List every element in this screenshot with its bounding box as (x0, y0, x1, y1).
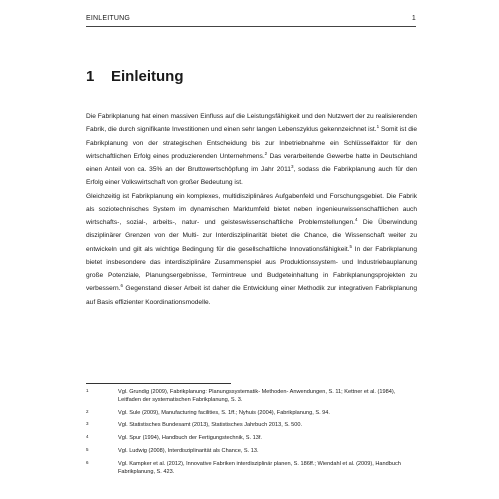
footnote-item (86, 435, 416, 443)
sentence: Gegenstand dieser Arbeit ist daher die Entwicklung einer Methodik zur integrativen Fabrikplanung auf Basis effizienter Koordinationsmodelle. (86, 285, 417, 306)
paragraph (86, 190, 417, 309)
footnote-mark: 1 (86, 388, 89, 393)
footnote-ref[interactable]: 1 (376, 124, 380, 130)
footnote-mark: 3 (86, 421, 89, 427)
chapter-heading (86, 68, 184, 85)
footnote-separator (86, 383, 231, 384)
footnote-item (86, 410, 416, 418)
footnote-ref[interactable]: 5 (349, 243, 353, 249)
body-text (86, 110, 417, 309)
footnote-text: Vgl. Grundig (2009), Fabrikplanung: Planungssystematik- Methoden- Anwendungen, S. 11; Kettner et al. (1984), Leitfaden der systematischen Fabrikplanung, S. 3. (118, 389, 396, 403)
footnote-text: Vgl. Ludwig (2008), Interdisziplinarität als Chance, S. 13. (118, 447, 259, 454)
chapter-title: Einleitung (111, 68, 184, 85)
footnote-text: Vgl. Sule (2009), Manufacturing facilities, S. 1ff.; Nyhuis (2004), Fabrikplanung, S. 94. (118, 409, 330, 416)
sentence: , sodass die Fabrikplanung auch für den Erfolg einer Volkswirtschaft von großer Bedeutung ist. (86, 166, 418, 187)
running-header (86, 14, 416, 27)
footnote-item (86, 461, 416, 477)
footnote-text: Vgl. Kampker et al. (2012), Innovative Fabriken interdisziplinär planen, S. 186ff.; Wiendahl et al. (2009), Handbuch Fabrikplanung, S. 423. (118, 460, 401, 475)
header-section-title: EINLEITUNG (86, 15, 131, 22)
footnote-text: Vgl. Spur (1994), Handbuch der Fertigungstechnik, S. 13f. (118, 435, 262, 442)
footnote-mark: 2 (86, 408, 89, 414)
sentence: Die Überwindung disziplinärer Grenzen von der Multi- zur Interdisziplinarität bietet die Chance, die Wissenschaft weiter zu entwickeln und gilt als wichtige Bedingung für die gesellschaftliche Innovationsfähigkeit. (86, 219, 417, 253)
footnote-ref[interactable]: 4 (354, 217, 358, 222)
footnotes (86, 387, 416, 476)
footnote-mark: 4 (86, 434, 89, 440)
paragraph (86, 110, 417, 190)
sentence: Somit ist die Fabrikplanung von der strategischen Entscheidung bis zur Inbetriebnahme ein Schlüsselfaktor für den wirtschaftlichen Erfolg eines produzierenden Unternehmens. (86, 126, 417, 160)
chapter-number: 1 (86, 68, 95, 85)
footnote-mark: 5 (86, 446, 89, 452)
footnote-item (86, 448, 416, 456)
header-page-number: 1 (411, 15, 416, 22)
sentence: Gleichzeitig ist Fabrikplanung ein komplexes, multidisziplinäres Aufgabenfeld und Forschungsgebiet. Die Fabrik als soziotechnisches System im dynamischen Marktumfeld bietet neben ingenieurwissenschaftlichen auch wirtschafts-, sozial-, arbeits-, natur- und geisteswissenschaftliche Problemstellungen. (86, 192, 417, 226)
sentence: In der Fabrikplanung bietet insbesondere das interdisziplinäre Zusammenspiel aus Produktionssystem- und Industriebauplanung große Potenziale, Planungsergebnisse, Termintreue und Budgeteinhaltung in Fabrikplanungsprojekten zu verbessern. (86, 245, 417, 293)
footnote-text: Vgl. Statistisches Bundesamt (2013), Statistisches Jahrbuch 2013, S. 500. (118, 422, 303, 429)
footnote-ref[interactable]: 3 (290, 164, 294, 169)
footnote-item (86, 389, 416, 405)
footnote-mark: 6 (86, 459, 89, 465)
sentence: Die Fabrikplanung hat einen massiven Einfluss auf die Leistungsfähigkeit und den Nutzwert der zu realisierenden Fabrik, die durch signifikante Investitionen und einen sehr langen Lebenszyklus gekennzeichnet ist. (86, 113, 417, 134)
sentence: Das verarbeitende Gewerbe hatte in Deutschland einen Anteil von ca. 35% an der Bruttowertschöpfung im Jahr 2011 (86, 152, 417, 173)
footnote-ref[interactable]: 6 (120, 283, 123, 289)
footnote-ref[interactable]: 2 (264, 150, 268, 156)
footnote-item (86, 422, 416, 430)
